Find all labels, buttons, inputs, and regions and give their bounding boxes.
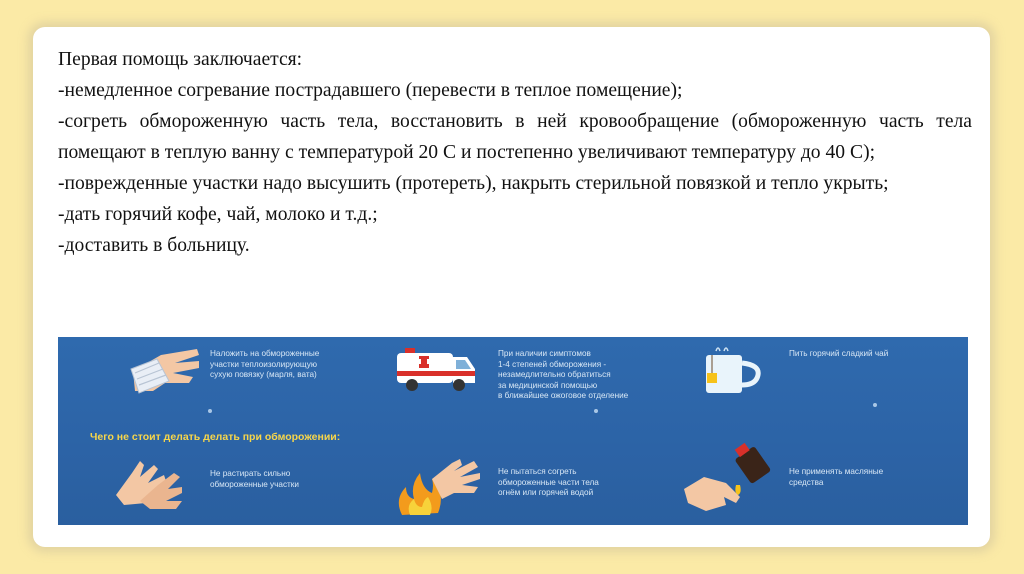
infographic-banner (58, 337, 968, 525)
item-hot-drink: -дать горячий кофе, чай, молоко и т.д.; (58, 204, 378, 225)
decor-dot (594, 409, 598, 413)
fire-icon (392, 455, 488, 519)
oil-bottle-icon (680, 441, 780, 515)
dont-rub-advice: Не растирать сильно обмороженные участки (210, 469, 299, 489)
bandage-advice: Наложить на обмороженные участки теплоизолирующую сухую повязку (марля, вата) (210, 349, 320, 379)
item-dry-and-cover: -поврежденные участки надо высушить (протереть), накрыть стерильной повязкой и тепло укрыть; (58, 173, 889, 194)
ambulance-icon (395, 345, 479, 393)
decor-dot (873, 403, 877, 407)
item-warm-body-part: -согреть обмороженную часть тела, восстановить в ней кровообращение (обмороженную часть тела помещают в теплую ванну с температурой 20 С и постепенно увеличивают температуру до 40 С); (58, 111, 972, 163)
tea-mug-icon (698, 343, 768, 395)
item-hospital: -доставить в больницу. (58, 235, 250, 256)
decor-dot (208, 409, 212, 413)
intro-line: Первая помощь заключается: (58, 49, 303, 70)
tea-advice: Пить горячий сладкий чай (789, 349, 889, 358)
rubbing-hands-icon (110, 455, 190, 511)
hospital-advice: При наличии симптомов 1-4 степеней обморожения - незамедлительно обратиться за медицинской помощью в ближайшее ожоговое отделение (498, 349, 629, 400)
bandaged-hand-icon (113, 341, 203, 397)
dont-oil-advice: Не применять масляные средства (789, 467, 884, 487)
dont-fire-advice: Не пытаться согреть обмороженные части тела огнём или горячей водой (498, 467, 599, 497)
item-warm-victim: -немедленное согревание пострадавшего (перевести в теплое помещение); (58, 80, 683, 101)
first-aid-text (58, 44, 972, 261)
warning-title: Чего не стоит делать делать при обморожении: (90, 431, 341, 443)
